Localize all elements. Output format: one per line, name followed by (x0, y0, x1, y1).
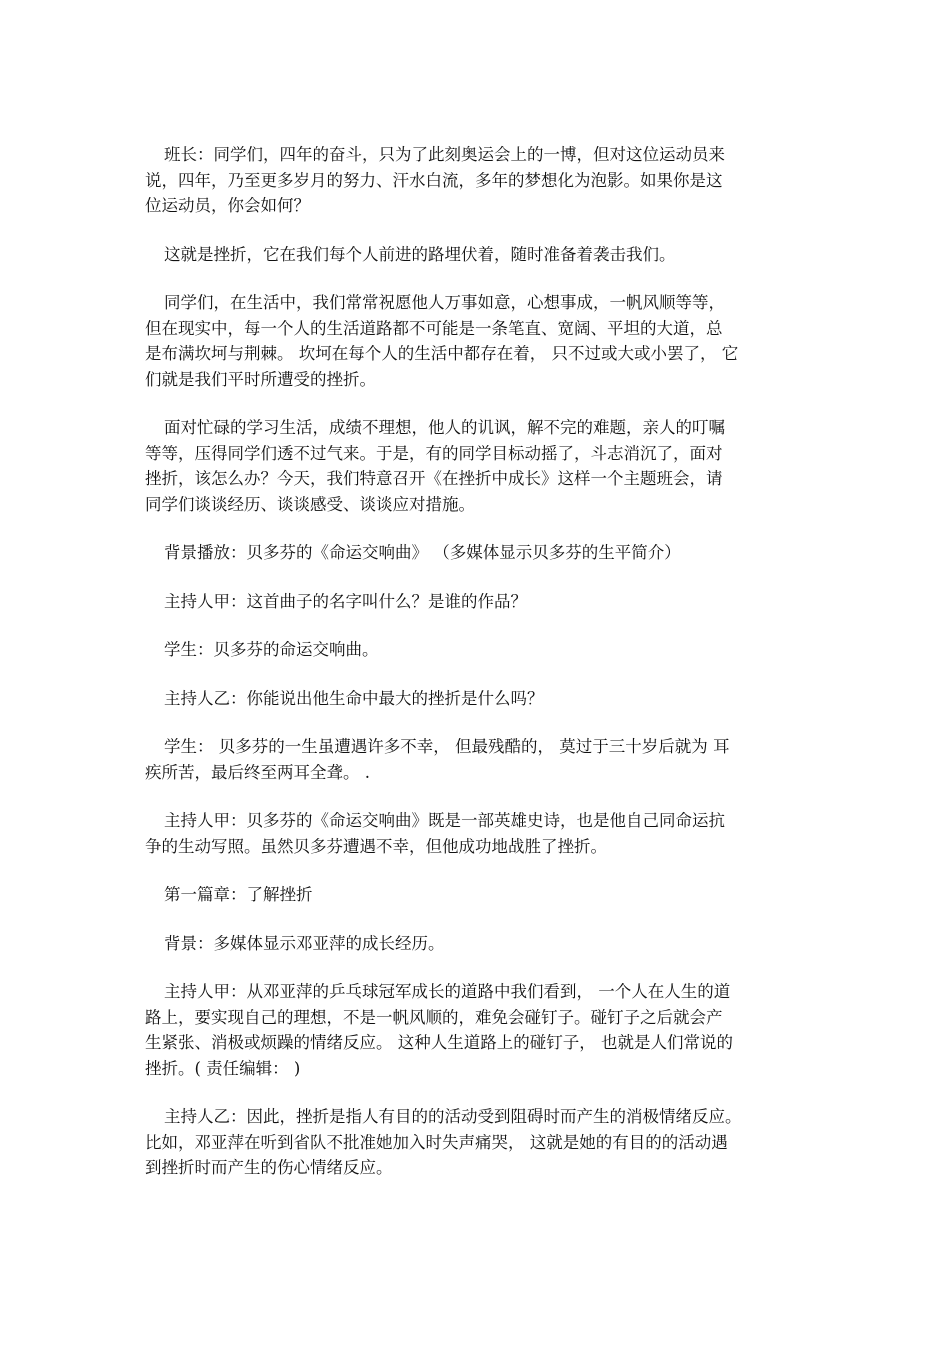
text-line: 背景播放：贝多芬的《命运交响曲》 （多媒体显示贝多芬的生平简介） (164, 543, 681, 562)
paragraph-student-beethoven (145, 734, 815, 785)
text-line: 疾所苦，最后终至两耳全聋。 . (145, 762, 370, 782)
paragraph-host-a-symphony (145, 808, 815, 859)
text-line: 这就是挫折，它在我们每个人前进的路埋伏着，随时准备着袭击我们。 (164, 244, 676, 264)
paragraph-host-a-question (145, 589, 815, 615)
paragraph-monitor-intro (145, 142, 815, 219)
text-line: 比如，邓亚萍在听到省队不批准她加入时失声痛哭， 这就是她的有目的的活动遇 (145, 1132, 728, 1152)
paragraph-life-road (145, 290, 815, 392)
paragraph-background-music (145, 540, 815, 566)
text-line: 挫折，该怎么办？今天，我们特意召开《在挫折中成长》这样一个主题班会，请 (145, 469, 723, 488)
text-line: 是布满坎坷与荆棘。 坎坷在每个人的生活中都存在着， 只不过或大或小罢了， 它 (145, 344, 739, 363)
text-line: 们就是我们平时所遭受的挫折。 (145, 369, 376, 389)
document-body (145, 142, 815, 1204)
text-line: 主持人甲：贝多芬的《命运交响曲》既是一部英雄史诗，也是他自己同命运抗 (164, 811, 725, 830)
text-line: 生紧张、消极或烦躁的情绪反应。 这种人生道路上的碰钉子， 也就是人们常说的 (145, 1033, 733, 1052)
text-line: 同学们，在生活中，我们常常祝愿他人万事如意，心想事成，一帆风顺等等， (164, 293, 725, 312)
paragraph-class-meeting (145, 415, 815, 517)
text-line: 主持人乙：你能说出他生命中最大的挫折是什么吗？ (164, 688, 544, 708)
text-line: 等等，压得同学们透不过气来。于是，有的同学目标动摇了，斗志消沉了，面对 (145, 443, 723, 463)
text-line: 面对忙碌的学习生活，成绩不理想，他人的讥讽，解不完的难题，亲人的叮嘱 (164, 418, 725, 437)
text-line: 学生：贝多芬的命运交响曲。 (164, 640, 379, 659)
text-line: 到挫折时而产生的伤心情绪反应。 (145, 1158, 393, 1177)
text-line: 争的生动写照。虽然贝多芬遭遇不幸，但他成功地战胜了挫折。 (145, 836, 607, 856)
text-line: 位运动员，你会如何？ (145, 196, 310, 215)
text-line: 班长：同学们，四年的奋斗，只为了此刻奥运会上的一博，但对这位运动员来 (164, 145, 725, 164)
text-line: 说，四年，乃至更多岁月的努力、汗水白流，多年的梦想化为泡影。如果你是这 (145, 170, 723, 190)
text-line: 但在现实中，每一个人的生活道路都不可能是一条笔直、宽阔、平坦的大道，总 (145, 318, 723, 338)
text-line: 主持人乙：因此，挫折是指人有目的的活动受到阻碍时而产生的消极情绪反应。 (164, 1107, 742, 1126)
paragraph-background-deng (145, 931, 815, 957)
text-line: 学生： 贝多芬的一生虽遭遇许多不幸， 但最残酷的， 莫过于三十岁后就为 耳 (164, 737, 730, 756)
paragraph-host-a-deng (145, 979, 815, 1081)
text-line: 主持人甲：这首曲子的名字叫什么？是谁的作品？ (164, 591, 527, 611)
text-line: 挫折。( 责任编辑： ) (145, 1058, 301, 1078)
paragraph-host-b-definition (145, 1104, 815, 1181)
text-line: 路上，要实现自己的理想，不是一帆风顺的，难免会碰钉子。碰钉子之后就会产 (145, 1007, 723, 1027)
text-line: 同学们谈谈经历、谈谈感受、谈谈应对措施。 (145, 494, 475, 514)
paragraph-host-b-question (145, 686, 815, 712)
section-heading (145, 882, 815, 908)
paragraph-student-answer (145, 637, 815, 663)
paragraph-setback-definition (145, 242, 815, 268)
text-line: 第一篇章：了解挫折 (164, 885, 313, 904)
text-line: 背景：多媒体显示邓亚萍的成长经历。 (164, 933, 445, 953)
text-line: 主持人甲：从邓亚萍的乒乓球冠军成长的道路中我们看到， 一个人在人生的道 (164, 982, 731, 1001)
